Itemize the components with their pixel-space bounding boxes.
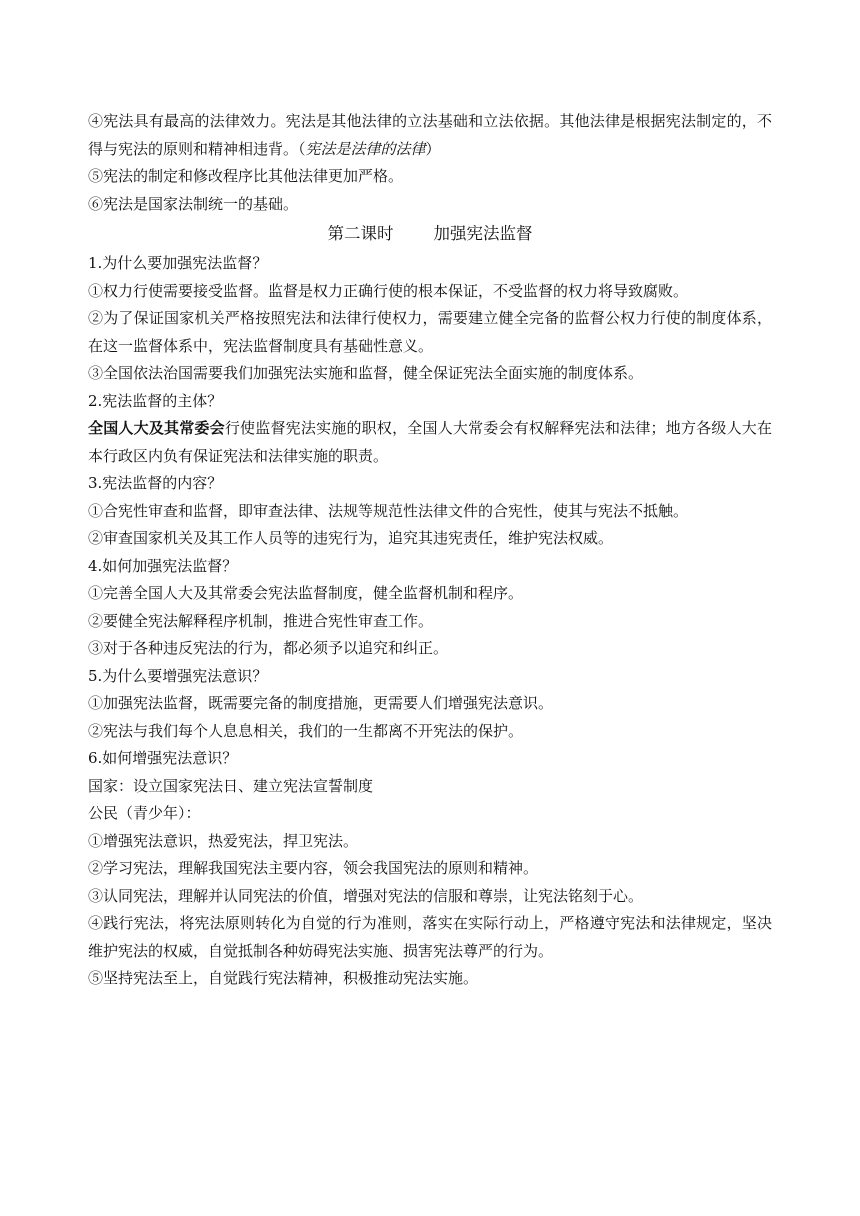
answer-1-1: ①权力行使需要接受监督。监督是权力正确行使的根本保证，不受监督的权力将导致腐败。 (88, 281, 689, 300)
paragraph-legal-unity: ⑥宪法是国家法制统一的基础。 (88, 194, 299, 213)
answer-3-2: ②审查国家机关及其工作人员等的违宪行为，追究其违宪责任，维护宪法权威。 (88, 529, 614, 547)
answer-6-3: ③认同宪法，理解并认同宪法的价值，增强对宪法的信服和尊崇，让宪法铭刻于心。 (88, 886, 644, 905)
italic-note: 宪法是法律的法律 (305, 139, 426, 158)
question-4: 4.如何加强宪法监督？ (88, 556, 238, 575)
question-6: 6.如何增强宪法意识？ (88, 749, 238, 767)
answer-6-citizen: 公民（青少年）： (88, 804, 201, 822)
answer-6-2: ②学习宪法，理解我国宪法主要内容，领会我国宪法的原则和精神。 (88, 859, 539, 877)
paragraph-constitution-supreme-effect (88, 108, 772, 163)
paragraph-procedure: ⑤宪法的制定和修改程序比其他法律更加严格。 (88, 167, 404, 185)
answer-6-state: 国家：设立国家宪法日、建立宪法宣誓制度 (88, 776, 374, 795)
answer-4-1: ①完善全国人大及其常委会宪法监督制度，健全监督机制和程序。 (88, 584, 524, 602)
answer-2 (88, 415, 772, 470)
paren-close: ） (425, 139, 441, 158)
document-page (88, 108, 772, 993)
answer-4-3: ③对于各种违反宪法的行为，都必须予以追究和纠正。 (88, 639, 449, 657)
answer-5-2: ②宪法与我们每个人息息相关，我们的一生都离不开宪法的保护。 (88, 721, 524, 740)
question-5: 5.为什么要增强宪法意识？ (88, 666, 268, 685)
answer-3-1: ①合宪性审查和监督，即审查法律、法规等规范性法律文件的合宪性，使其与宪法不抵触。 (88, 501, 689, 520)
answer-1-2: ②为了保证国家机关严格按照宪法和法律行使权力，需要建立健全完备的监督公权力行使的制度体系，在这一监督体系中，宪法监督制度具有基础性意义。 (88, 309, 772, 355)
lesson-title-part1: 第二课时 (327, 224, 394, 243)
answer-6-1: ①增强宪法意识，热爱宪法，捍卫宪法。 (88, 831, 359, 850)
paragraph-text: ④宪法具有最高的法律效力。宪法是其他法律的立法基础和立法依据。其他法律是根据宪法制定的，不得与宪法的原则和精神相违背。（ (88, 112, 772, 158)
answer-6-4: ④践行宪法，将宪法原则转化为自觉的行为准则，落实在实际行动上，严格遵守宪法和法律规定，坚决维护宪法的权威，自觉抵制各种妨碍宪法实施、损害宪法尊严的行为。 (88, 914, 772, 960)
question-1: 1.为什么要加强宪法监督？ (88, 254, 268, 272)
answer-5-1: ①加强宪法监督，既需要完备的制度措施，更需要人们增强宪法意识。 (88, 694, 554, 712)
answer-6-5: ⑤坚持宪法至上，自觉践行宪法精神，积极推动宪法实施。 (88, 969, 479, 987)
answer-2-text: 行使监督宪法实施的职权，全国人大常委会有权解释宪法和法律；地方各级人大在本行政区内负有保证宪法和法律实施的职责。 (88, 419, 772, 465)
answer-1-3: ③全国依法治国需要我们加强宪法实施和监督，健全保证宪法全面实施的制度体系。 (88, 364, 644, 382)
answer-4-2: ②要健全宪法解释程序机制，推进合宪性审查工作。 (88, 611, 434, 630)
answer-2-bold-subject: 全国人大及其常委会 (88, 419, 225, 437)
lesson-title (88, 218, 772, 250)
question-3: 3.宪法监督的内容？ (88, 474, 223, 492)
question-2: 2.宪法监督的主体？ (88, 391, 223, 410)
lesson-title-part2: 加强宪法监督 (433, 224, 533, 243)
